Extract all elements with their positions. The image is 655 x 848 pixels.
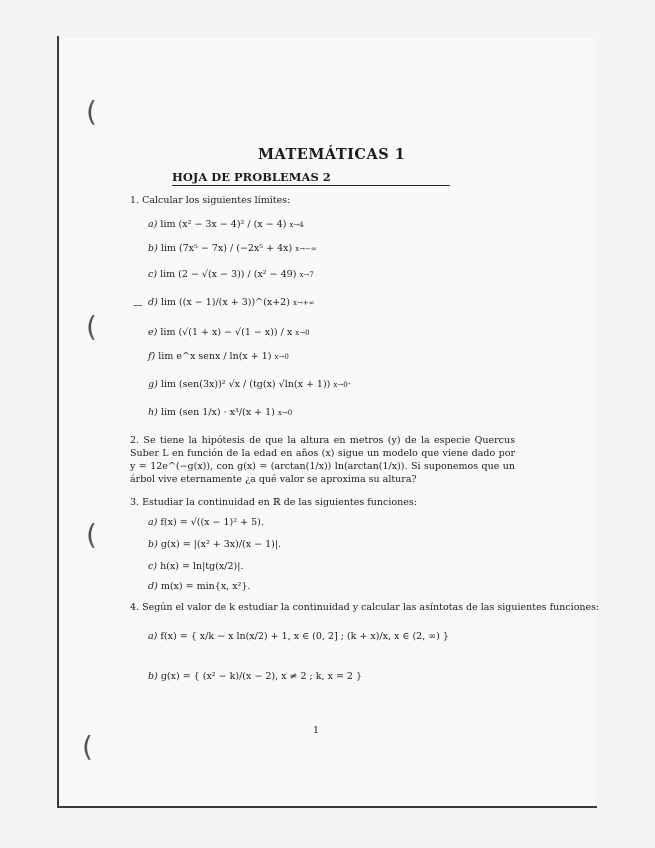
problem-1-prompt: 1. Calcular los siguientes límites: (130, 195, 291, 206)
scan-border-bottom (57, 806, 597, 808)
scan-border-left (57, 36, 59, 806)
punch-hole-mark: ( (86, 310, 97, 343)
limit-item: d) lim ((x − 1)/(x + 3))^(x+2) x→+∞ (148, 297, 315, 308)
function-item: b) g(x) = |(x² + 3x)/(x − 1)|. (148, 539, 282, 550)
margin-dash: — (133, 300, 143, 311)
function-item: a) f(x) = { x/k − x ln(x/2) + 1, x ∈ (0, 2] ; (k + x)/x, x ∈ (2, ∞) } (148, 631, 449, 642)
function-item: d) m(x) = min{x, x²}. (148, 581, 251, 592)
function-item: c) h(x) = ln|tg(x/2)|. (148, 561, 244, 572)
limit-item: e) lim (√(1 + x) − √(1 − x)) / x x→0 (148, 327, 310, 338)
problem-4-prompt: 4. Según el valor de k estudiar la continuidad y calcular las asíntotas de las siguientes funciones: (130, 602, 600, 613)
punch-hole-mark: ( (82, 730, 93, 763)
page-title: MATEMÁTICAS 1 (258, 146, 406, 163)
function-item: b) g(x) = { (x² − k)/(x − 2), x ≠ 2 ; k, x = 2 } (148, 671, 363, 682)
limit-item: c) lim (2 − √(x − 3)) / (x² − 49) x→7 (148, 269, 314, 280)
punch-hole-mark: ( (86, 518, 97, 551)
limit-item: g) lim (sen(3x))² √x / (tg(x) √ln(x + 1)) x→0⁺ (148, 379, 352, 390)
problem-3-prompt: 3. Estudiar la continuidad en ℝ de las siguientes funciones: (130, 497, 417, 508)
problem-2-text: 2. Se tiene la hipótesis de que la altura en metros (y) de la especie Quercus Suber L en función de la edad en años (x) sigue un modelo que viene dado por y = 12e^(−g(x)), con g(x) = (arctan(1/x)) ln(arctan(1/x)). Si suponemos que un árbol vive eternamente ¿a qué valor se aproxima su altura? (130, 435, 515, 485)
limit-item: b) lim (7x⁵ − 7x) / (−2x⁵ + 4x) x→−∞ (148, 243, 317, 254)
limit-item: h) lim (sen 1/x) · x³/(x + 1) x→0 (148, 407, 293, 418)
limit-item: f) lim e^x senx / ln(x + 1) x→0 (148, 351, 289, 362)
limit-item: a) lim (x² − 3x − 4)² / (x − 4) x→4 (148, 219, 304, 230)
function-item: a) f(x) = √((x − 1)² + 5). (148, 517, 264, 528)
punch-hole-mark: ( (86, 95, 97, 128)
page-number: 1 (313, 725, 320, 736)
page-subtitle: HOJA DE PROBLEMAS 2 (172, 170, 450, 186)
